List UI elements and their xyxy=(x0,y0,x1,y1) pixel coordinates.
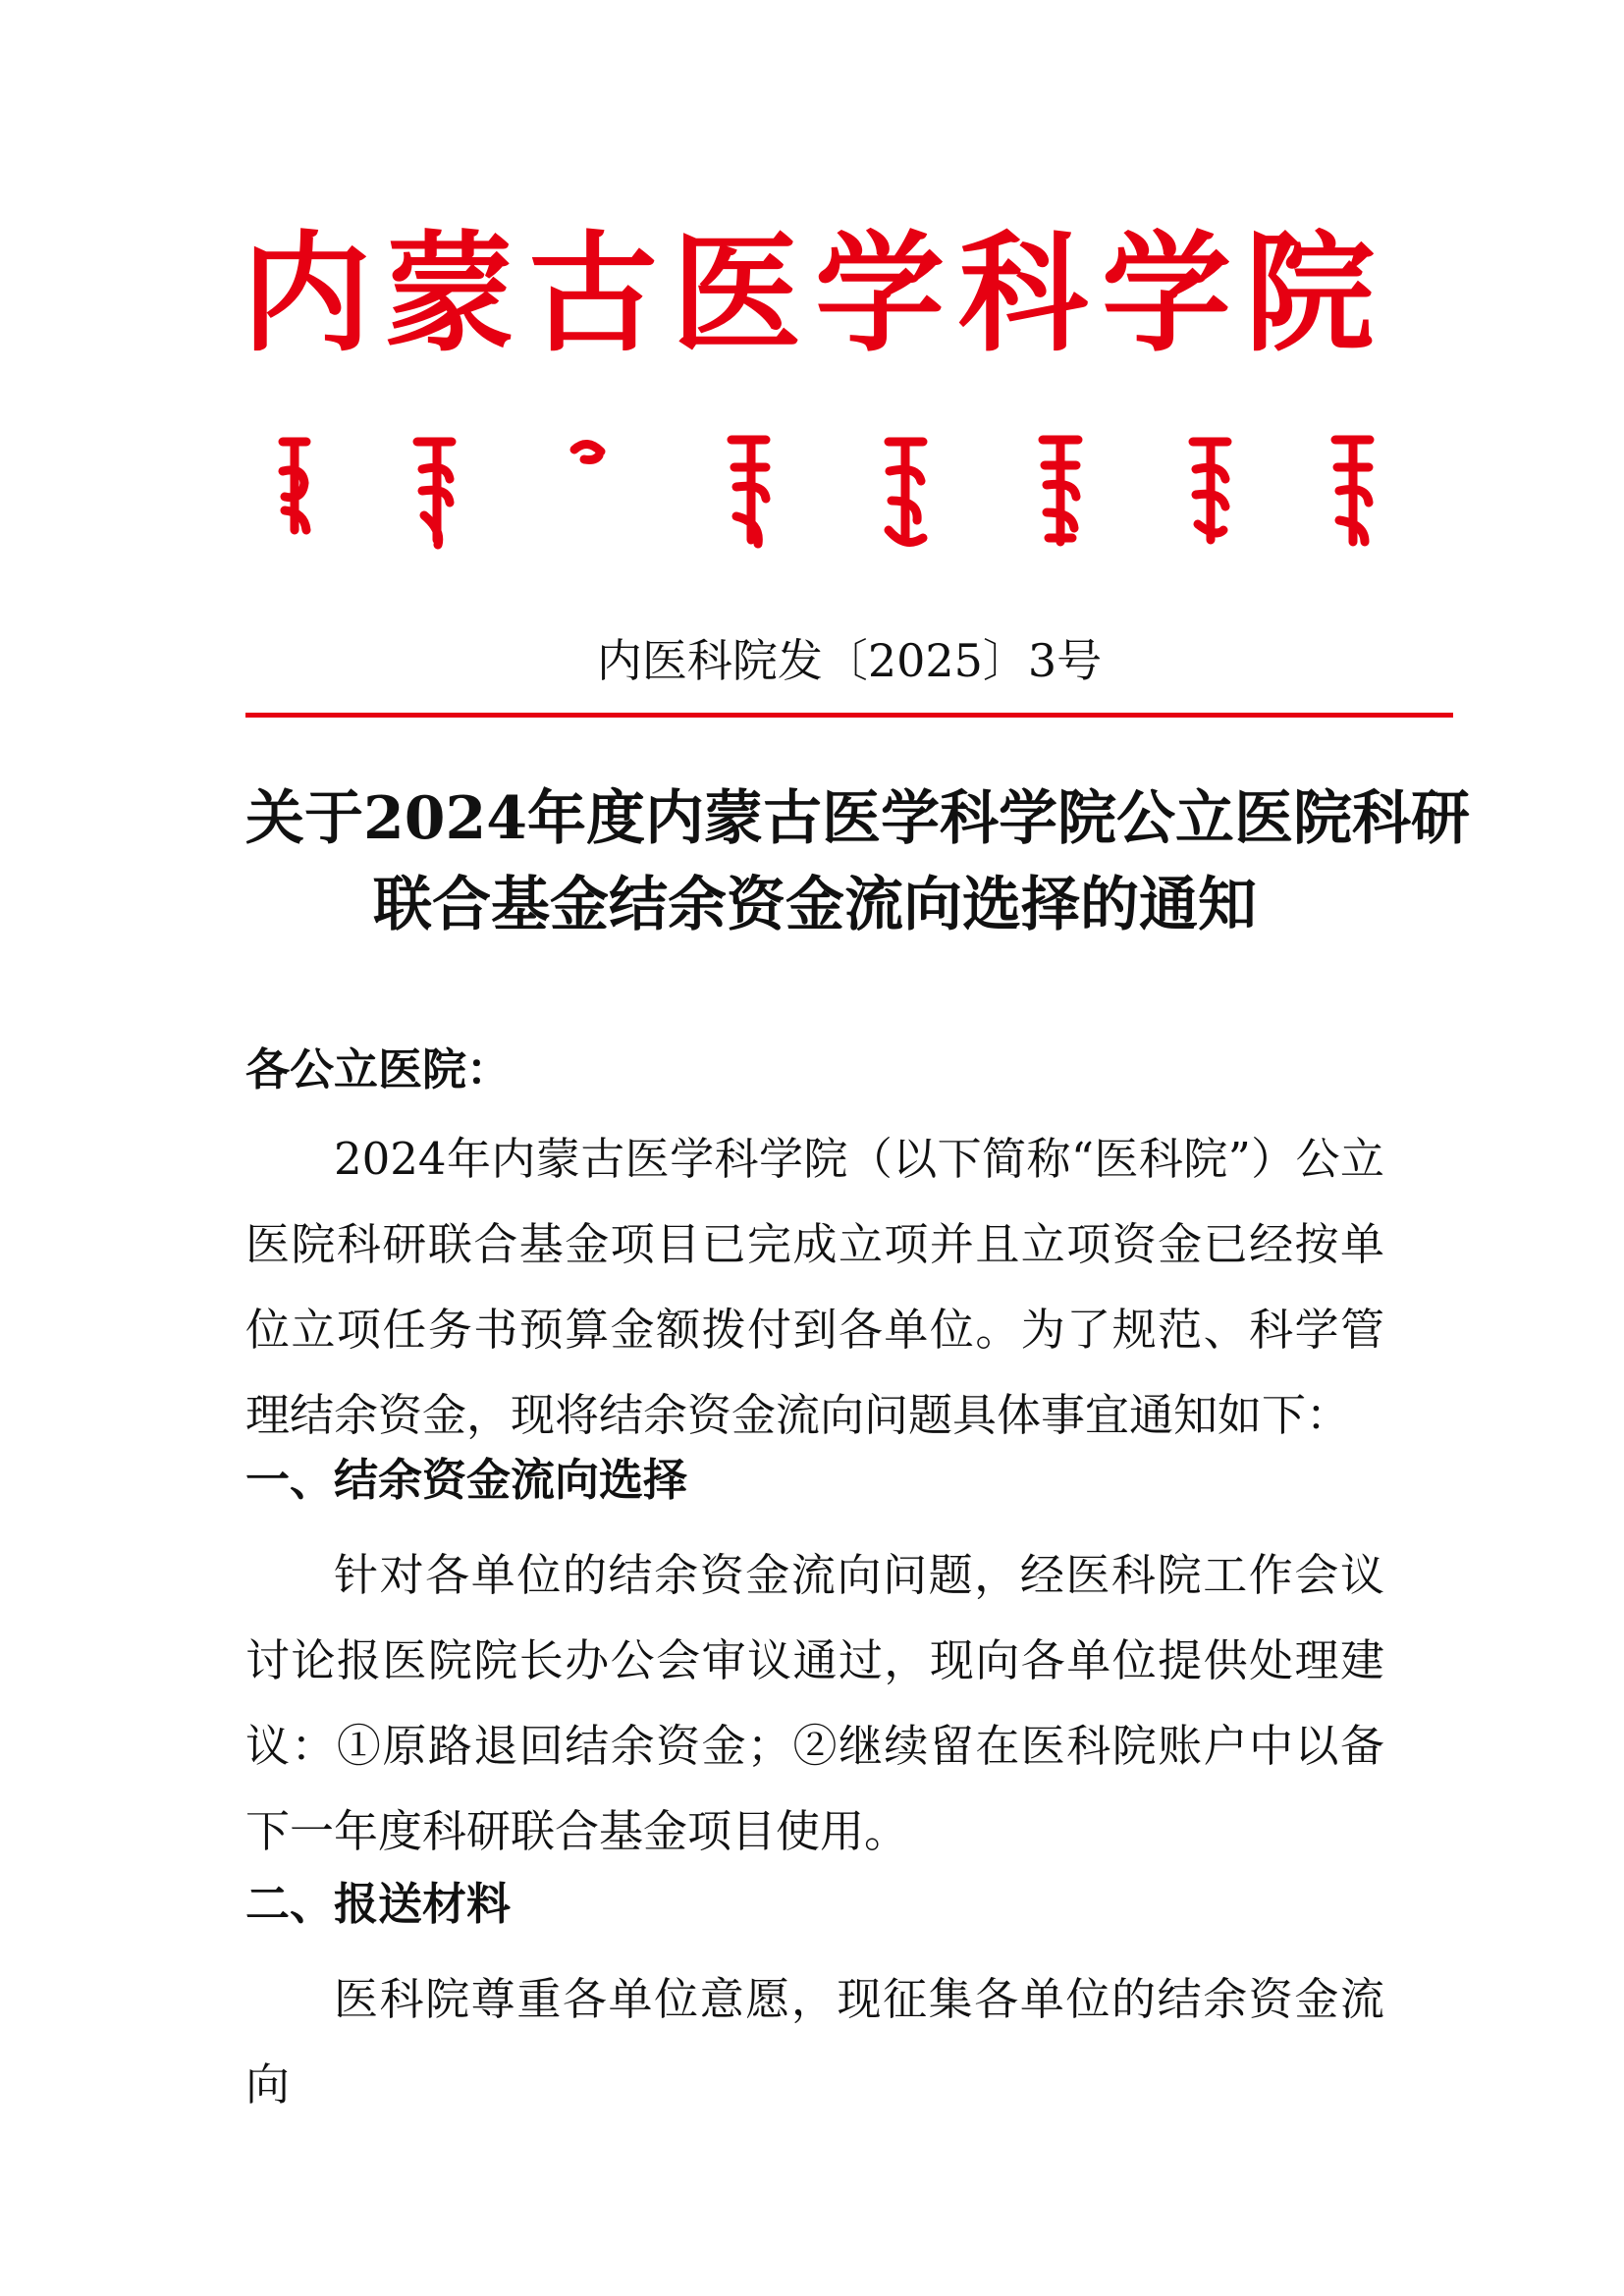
section-heading-2: 二、报送材料 xyxy=(245,1878,512,1930)
notice-title-line-2: 联合基金结余资金流向选择的通知 xyxy=(373,871,1257,939)
notice-title xyxy=(245,775,1470,948)
red-divider-line xyxy=(245,713,1453,718)
section-body-2: 医科院尊重各单位意愿，现征集各单位的结余资金流向 xyxy=(245,1973,1384,2110)
section-heading-1: 一、结余资金流向选择 xyxy=(245,1454,688,1506)
mongolian-script-name-graphic xyxy=(245,422,1414,560)
salutation: 各公立医院： xyxy=(245,1043,512,1095)
section-body-1: 针对各单位的结余资金流向问题，经医科院工作会议讨论报医院院长办公会审议通过，现向各单位提供处理建议：①原路退回结余资金；②继续留在医科院账户中以备下一年度科研联合基金项目使用。 xyxy=(245,1549,1384,1857)
masthead-title: 内蒙古医学科学院 xyxy=(242,218,1388,370)
notice-title-line-1: 关于2024年度内蒙古医学科学院公立医院科研 xyxy=(245,784,1470,853)
intro-paragraph: 2024年内蒙古医学科学院（以下简称“医科院”）公立医院科研联合基金项目已完成立项并且立项资金已经按单位立项任务书预算金额拨付到各单位。为了规范、科学管理结余资金，现将结余资金流向问题具体事宜通知如下： xyxy=(245,1133,1384,1441)
document-number: 内医科院发〔2025〕3号 xyxy=(596,634,1103,687)
mongolian-script-graphic xyxy=(245,422,1414,560)
